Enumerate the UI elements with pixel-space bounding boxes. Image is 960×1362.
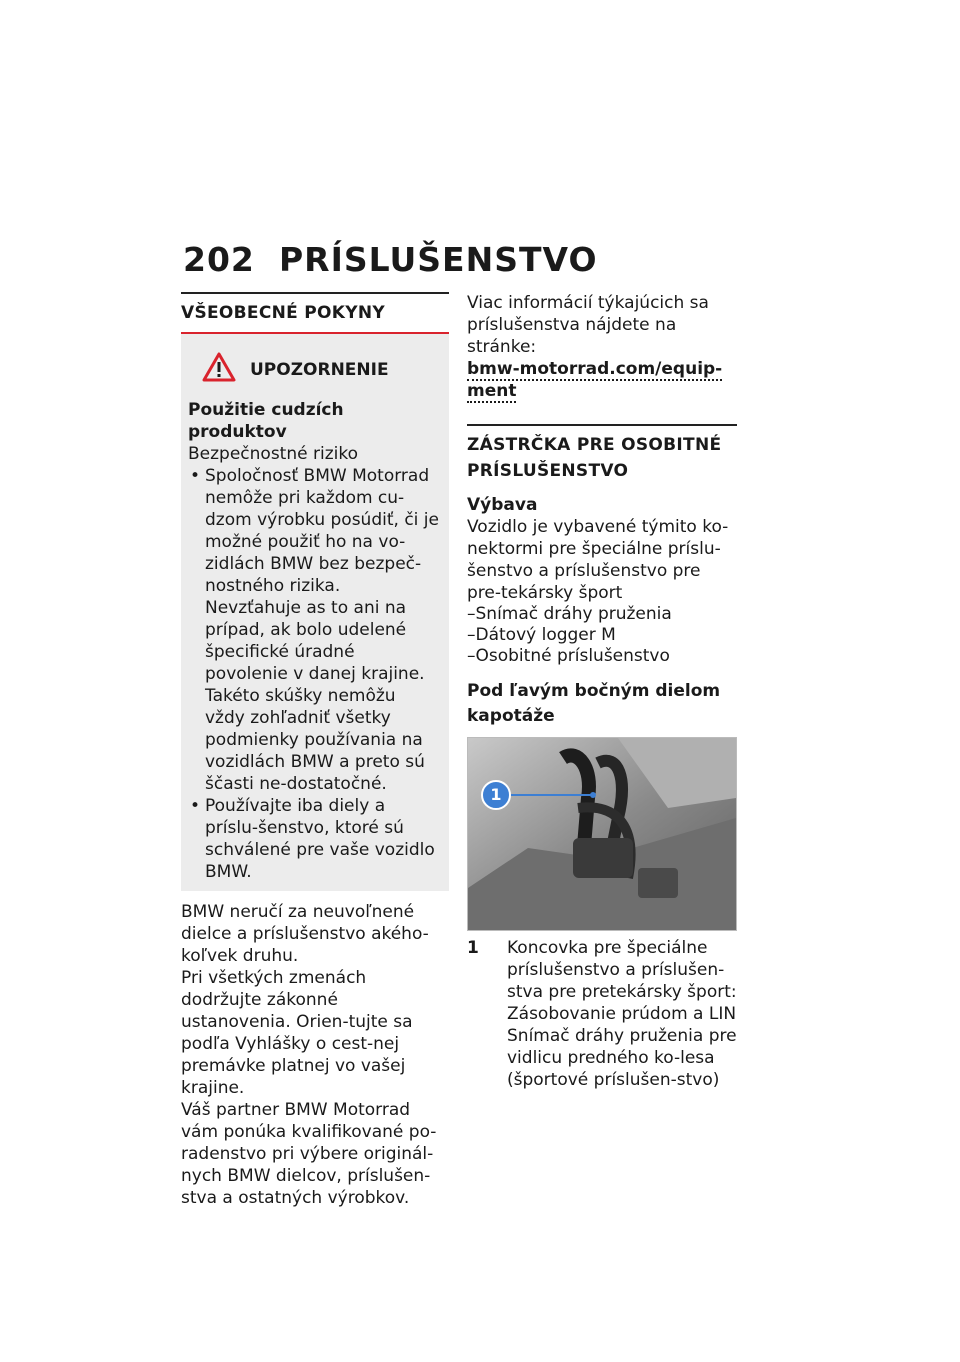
warning-box [181, 334, 449, 891]
equipment-item: –Dátový logger M [467, 625, 616, 645]
legend-item [467, 937, 737, 1091]
equipment-item: –Snímač dráhy pruženia [467, 604, 672, 624]
paragraph: Pri všetkých zmenách dodržujte zákonné ustanovenia. Orien-tujte sa podľa Vyhlášky o cest-nej premávke platnej vo vašej krajine. [181, 968, 413, 1098]
intro-text: Viac informácií týkajúcich sa príslušenstva nájdete na stránke: [467, 293, 709, 357]
warning-bullet: • Spoločnosť BMW Motorrad nemôže pri každom cu-dzom výrobku posúdiť, či je možné použiť ho na vo-zidlách BMW bez bezpeč-nostného rizika. Nevzťahuje as to ani na prípad, ak bolo udelené špecifické úradné povolenie v danej krajine. Takéto skúšky nemôžu vždy zohľadniť všetky podmienky používania na vozidlách BMW a preto sú ščasti ne-dostatočné. [188, 465, 439, 795]
section-title-general: VŠEOBECNÉ POKYNY [181, 303, 386, 323]
equipment-link[interactable]: bmw-motorrad.com/equip-ment [467, 359, 723, 401]
legend-line: Zásobovanie prúdom a LIN [507, 1004, 737, 1024]
section-title-socket: ZÁSTRČKA PRE OSOBITNÉ PRÍSLUŠENSTVO [467, 435, 722, 481]
right-column [467, 292, 737, 1091]
warning-heading: Použitie cudzích produktov [188, 400, 344, 442]
equipment-item: –Osobitné príslušenstvo [467, 646, 670, 666]
location-heading: Pod ľavým bočným dielom kapotáže [467, 681, 721, 726]
legend-line: Koncovka pre špeciálne príslušenstvo a príslušen-stva pre pretekársky šport: [507, 938, 737, 1002]
page-number: 202 [183, 240, 255, 279]
left-column [181, 292, 449, 1209]
warning-triangle-icon [202, 352, 236, 387]
page-title: PRÍSLUŠENSTVO [279, 240, 598, 279]
warning-bullet-list [188, 465, 439, 883]
warning-header [188, 342, 439, 399]
legend-number: 1 [467, 938, 479, 958]
equipment-heading: Výbava [467, 495, 538, 515]
paragraph: BMW neručí za neuvoľnené dielce a príslušenstvo akého-koľvek druhu. [181, 902, 429, 966]
warning-bullet: • Používajte iba diely a príslu-šenstvo, ktoré sú schválené pre vaše vozidlo BMW. [188, 795, 439, 883]
legend-text [507, 937, 737, 1091]
equipment-list [467, 604, 737, 667]
legend-line: Snímač dráhy pruženia pre vidlicu predného ko-lesa (športové príslušen-stvo) [507, 1026, 737, 1090]
figure-callout-1: 1 [490, 785, 502, 804]
warning-subheading: Bezpečnostné riziko [188, 444, 358, 464]
warning-label: UPOZORNENIE [250, 359, 389, 380]
connector-photo [467, 737, 737, 931]
equipment-text: Vozidlo je vybavené týmito ko-nektormi pre špeciálne príslu-šenstvo a príslušenstvo pre pre-tekársky šport [467, 517, 729, 603]
paragraph: Váš partner BMW Motorrad vám ponúka kvalifikované po-radenstvo pri výbere originál-nych BMW dielcov, príslušen-stva a ostatných výrobkov. [181, 1100, 437, 1208]
page-header [183, 240, 598, 279]
